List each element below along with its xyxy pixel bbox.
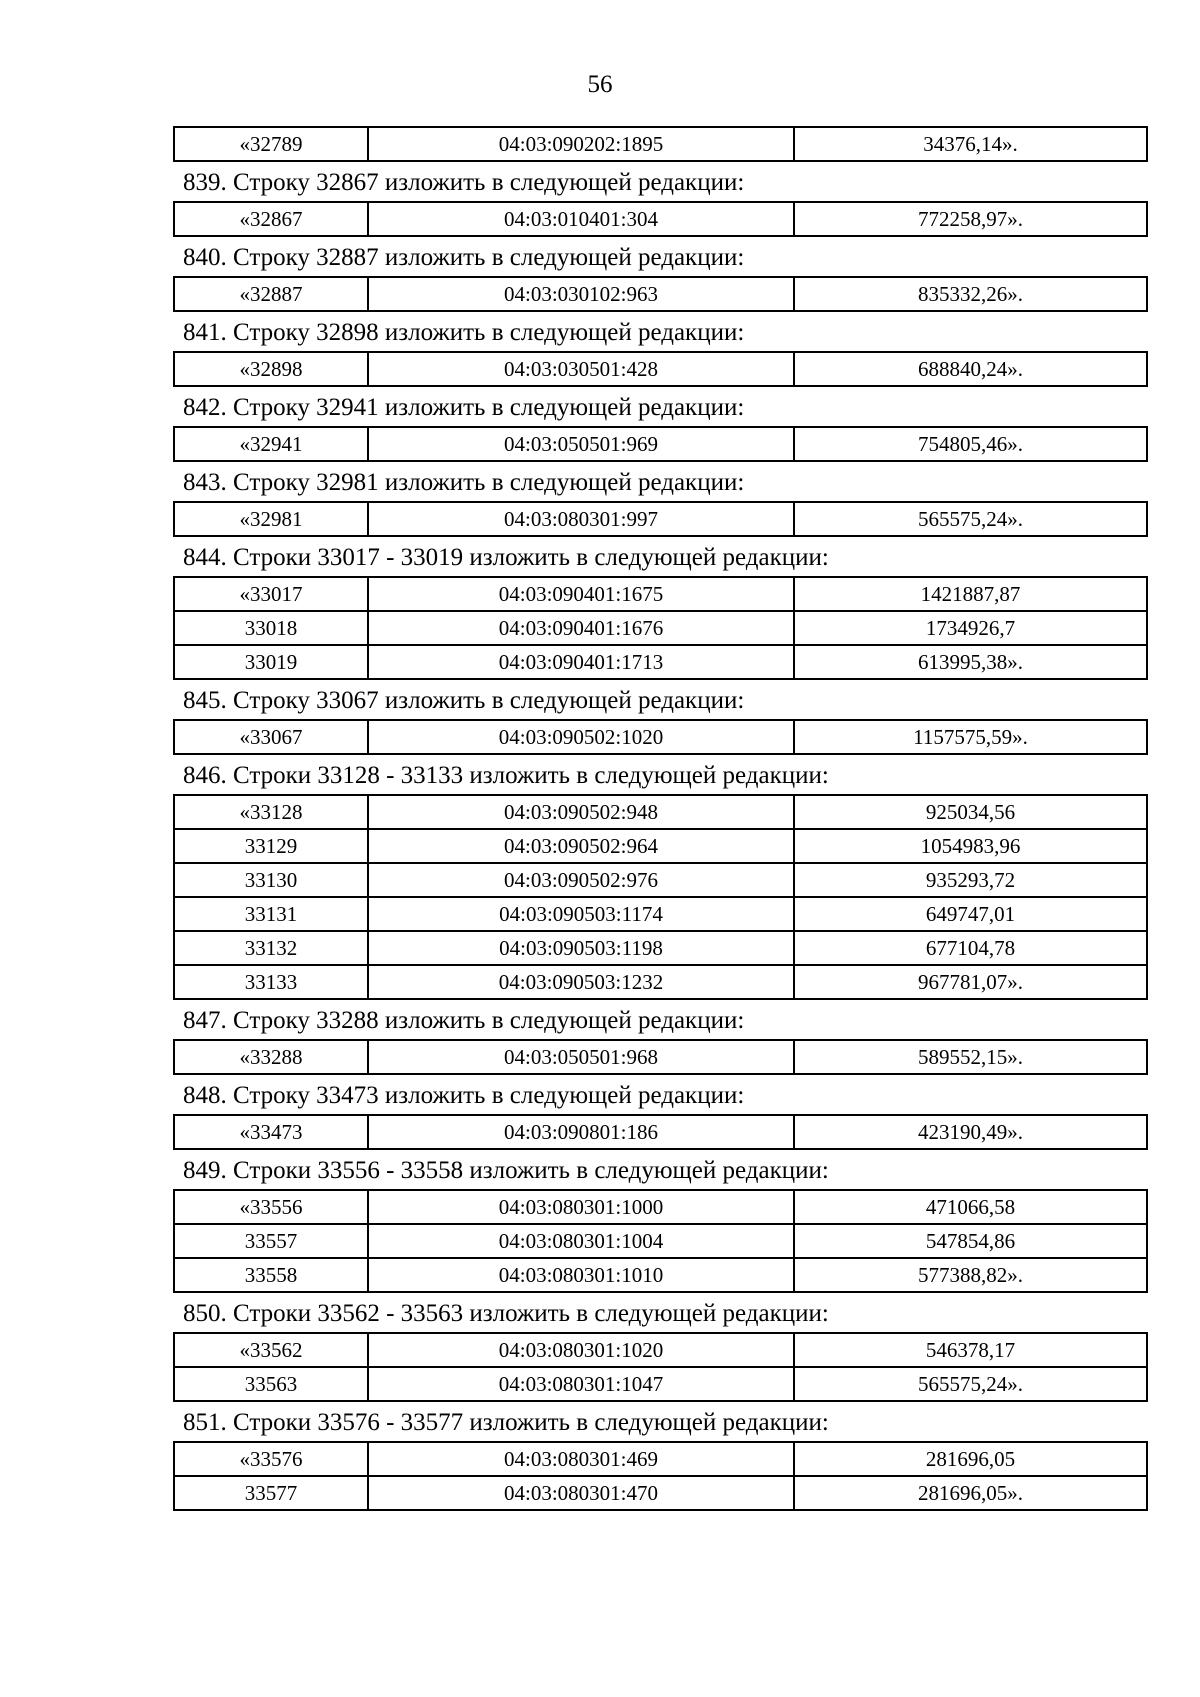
table-row [174,965,1147,999]
value-cell: 565575,24». [794,1367,1147,1401]
row-number-cell: «32867 [174,202,368,236]
cadastral-number-cell: 04:03:090401:1675 [368,577,794,611]
row-number-cell: «33576 [174,1442,368,1476]
data-table [173,351,1148,387]
cadastral-number-cell: 04:03:090401:1713 [368,645,794,679]
page-number: 56 [587,71,613,98]
data-table [173,1189,1148,1293]
row-number-cell: 33557 [174,1224,368,1258]
row-number-cell: «33017 [174,577,368,611]
value-cell: 423190,49». [794,1115,1147,1149]
value-cell: 589552,15». [794,1040,1147,1074]
row-number-cell: «33288 [174,1040,368,1074]
table-row [174,277,1147,311]
cadastral-number-cell: 04:03:090502:976 [368,863,794,897]
value-cell: 935293,72 [794,863,1147,897]
table-row [174,1190,1147,1224]
cadastral-number-cell: 04:03:050501:969 [368,427,794,461]
value-cell: 967781,07». [794,965,1147,999]
value-cell: 565575,24». [794,502,1147,536]
value-cell: 835332,26». [794,277,1147,311]
cadastral-number-cell: 04:03:080301:469 [368,1442,794,1476]
cadastral-number-cell: 04:03:090502:948 [368,795,794,829]
amendment-instruction: 841. Строку 32898 изложить в следующей редакции: [183,319,745,346]
row-number-cell: «33128 [174,795,368,829]
amendment-instruction: 842. Строку 32941 изложить в следующей редакции: [183,394,745,421]
cadastral-number-cell: 04:03:080301:1047 [368,1367,794,1401]
amendment-instruction: 844. Строки 33017 - 33019 изложить в следующей редакции: [183,544,829,571]
data-table [173,1332,1148,1402]
row-number-cell: 33558 [174,1258,368,1292]
cadastral-number-cell: 04:03:090503:1198 [368,931,794,965]
data-table [173,1039,1148,1075]
row-number-cell: «33556 [174,1190,368,1224]
cadastral-number-cell: 04:03:080301:1000 [368,1190,794,1224]
cadastral-number-cell: 04:03:050501:968 [368,1040,794,1074]
row-number-cell: 33018 [174,611,368,645]
data-table [173,719,1148,755]
amendment-instruction: 840. Строку 32887 изложить в следующей редакции: [183,244,745,271]
value-cell: 925034,56 [794,795,1147,829]
table-row [174,931,1147,965]
table-row [174,1224,1147,1258]
document-body [173,126,1146,1511]
table-row [174,829,1147,863]
value-cell: 1157575,59». [794,720,1147,754]
amendment-instruction: 850. Строки 33562 - 33563 изложить в следующей редакции: [183,1300,829,1327]
amendment-instruction: 848. Строку 33473 изложить в следующей редакции: [183,1082,745,1109]
cadastral-number-cell: 04:03:090401:1676 [368,611,794,645]
amendment-instruction: 845. Строку 33067 изложить в следующей редакции: [183,687,745,714]
cadastral-number-cell: 04:03:090502:964 [368,829,794,863]
amendment-instruction: 847. Строку 33288 изложить в следующей редакции: [183,1007,745,1034]
cadastral-number-cell: 04:03:080301:997 [368,502,794,536]
data-table [173,794,1148,1000]
row-number-cell: 33577 [174,1476,368,1510]
value-cell: 471066,58 [794,1190,1147,1224]
table-row [174,1476,1147,1510]
cadastral-number-cell: 04:03:080301:470 [368,1476,794,1510]
table-row [174,1115,1147,1149]
table-row [174,352,1147,386]
data-table [173,1114,1148,1150]
value-cell: 754805,46». [794,427,1147,461]
row-number-cell: «32981 [174,502,368,536]
data-table [173,501,1148,537]
cadastral-number-cell: 04:03:090202:1895 [368,127,794,161]
cadastral-number-cell: 04:03:080301:1004 [368,1224,794,1258]
table-row [174,127,1147,161]
value-cell: 281696,05 [794,1442,1147,1476]
cadastral-number-cell: 04:03:080301:1010 [368,1258,794,1292]
value-cell: 1054983,96 [794,829,1147,863]
value-cell: 546378,17 [794,1333,1147,1367]
cadastral-number-cell: 04:03:080301:1020 [368,1333,794,1367]
row-number-cell: «32789 [174,127,368,161]
cadastral-number-cell: 04:03:090502:1020 [368,720,794,754]
table-row [174,1367,1147,1401]
row-number-cell: «32898 [174,352,368,386]
value-cell: 281696,05». [794,1476,1147,1510]
table-row [174,1442,1147,1476]
row-number-cell: «33473 [174,1115,368,1149]
value-cell: 688840,24». [794,352,1147,386]
data-table [173,201,1148,237]
data-table [173,276,1148,312]
row-number-cell: 33131 [174,897,368,931]
row-number-cell: 33019 [174,645,368,679]
value-cell: 1421887,87 [794,577,1147,611]
row-number-cell: 33132 [174,931,368,965]
data-table [173,576,1148,680]
table-row [174,577,1147,611]
row-number-cell: 33133 [174,965,368,999]
value-cell: 613995,38». [794,645,1147,679]
cadastral-number-cell: 04:03:030501:428 [368,352,794,386]
row-number-cell: «33562 [174,1333,368,1367]
row-number-cell: 33129 [174,829,368,863]
cadastral-number-cell: 04:03:090801:186 [368,1115,794,1149]
data-table [173,426,1148,462]
cadastral-number-cell: 04:03:010401:304 [368,202,794,236]
row-number-cell: «32941 [174,427,368,461]
amendment-instruction: 849. Строки 33556 - 33558 изложить в следующей редакции: [183,1157,829,1184]
value-cell: 1734926,7 [794,611,1147,645]
cadastral-number-cell: 04:03:090503:1174 [368,897,794,931]
data-table [173,1441,1148,1511]
row-number-cell: «33067 [174,720,368,754]
table-row [174,645,1147,679]
value-cell: 577388,82». [794,1258,1147,1292]
table-row [174,502,1147,536]
data-table [173,126,1148,162]
cadastral-number-cell: 04:03:030102:963 [368,277,794,311]
value-cell: 772258,97». [794,202,1147,236]
amendment-instruction: 843. Строку 32981 изложить в следующей редакции: [183,469,745,496]
table-row [174,863,1147,897]
cadastral-number-cell: 04:03:090503:1232 [368,965,794,999]
amendment-instruction: 846. Строки 33128 - 33133 изложить в следующей редакции: [183,762,829,789]
table-row [174,897,1147,931]
value-cell: 547854,86 [794,1224,1147,1258]
table-row [174,1258,1147,1292]
amendment-instruction: 851. Строки 33576 - 33577 изложить в следующей редакции: [183,1409,829,1436]
row-number-cell: «32887 [174,277,368,311]
row-number-cell: 33130 [174,863,368,897]
table-row [174,611,1147,645]
value-cell: 649747,01 [794,897,1147,931]
table-row [174,427,1147,461]
table-row [174,1040,1147,1074]
table-row [174,1333,1147,1367]
table-row [174,795,1147,829]
value-cell: 34376,14». [794,127,1147,161]
table-row [174,720,1147,754]
row-number-cell: 33563 [174,1367,368,1401]
table-row [174,202,1147,236]
amendment-instruction: 839. Строку 32867 изложить в следующей редакции: [183,169,745,196]
value-cell: 677104,78 [794,931,1147,965]
